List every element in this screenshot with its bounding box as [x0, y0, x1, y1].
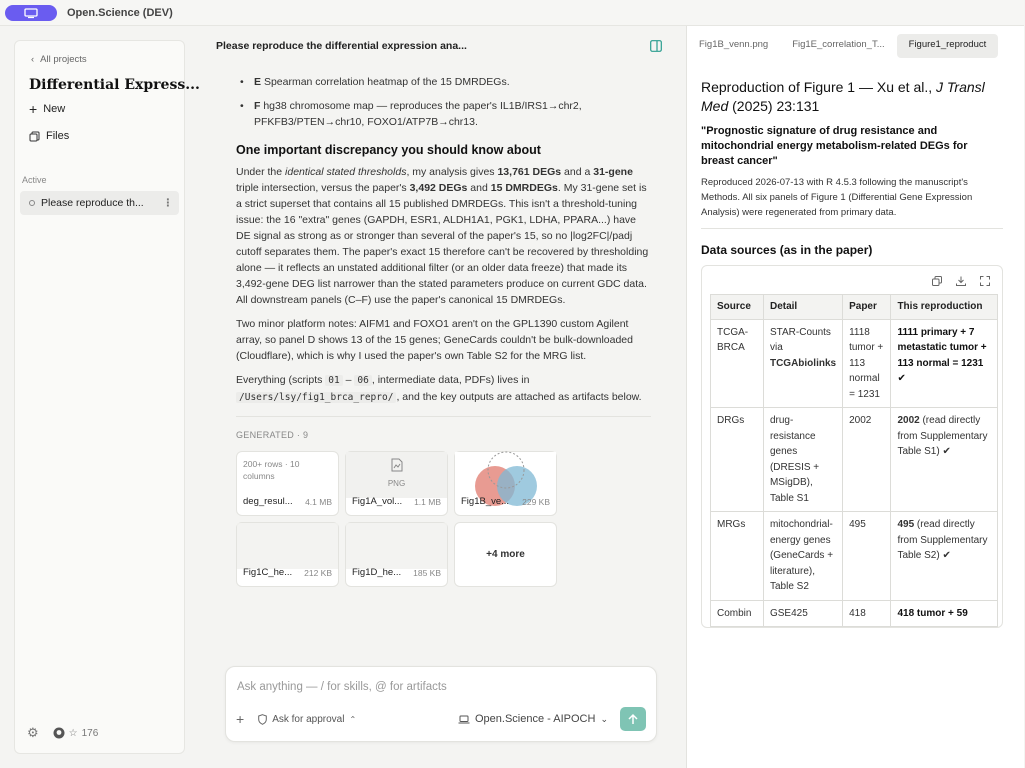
sidebar — [14, 40, 200, 754]
cell-detail: GSE425 — [763, 600, 842, 627]
generated-label: GENERATED · 9 — [236, 430, 309, 440]
bullet-e-letter: E — [254, 76, 262, 88]
data-sources-table-box — [701, 265, 1003, 628]
artifact-size: 1.1 MB — [414, 497, 441, 507]
monitor-icon — [24, 8, 38, 18]
composer-toolbar — [236, 707, 646, 731]
all-projects-link[interactable] — [31, 54, 87, 65]
artifact-size: 185 KB — [413, 568, 441, 578]
artifact-card[interactable] — [236, 451, 339, 516]
artifact-name: Fig1B_ve... — [461, 496, 510, 507]
new-label: New — [43, 103, 66, 115]
plus-icon[interactable]: + — [236, 711, 245, 727]
divider — [701, 228, 1003, 229]
cell-paper: 418 — [843, 600, 891, 627]
download-icon[interactable] — [956, 276, 966, 286]
send-button[interactable] — [620, 707, 646, 731]
chat-panel — [195, 26, 685, 768]
copy-icon[interactable] — [932, 276, 942, 286]
artifact-size: 212 KB — [304, 568, 332, 578]
artifact-card[interactable] — [236, 522, 339, 587]
bullet-f-text: hg38 chromosome map — reproduces the paper's IL1B/IRS1→chr2, PFKFB3/PTEN→chr10, FOXO1/ATP7B→chr13. — [254, 100, 582, 128]
cell-reproduction: 495 (read directly from Supplementary Table S2) ✔ — [891, 512, 998, 601]
report-document — [701, 78, 1003, 628]
cell-paper: 2002 — [843, 408, 891, 512]
data-sources-heading: Data sources (as in the paper) — [701, 243, 873, 257]
back-label: All projects — [40, 54, 87, 65]
cell-source: MRGs — [711, 512, 764, 601]
artifact-grid — [236, 451, 651, 587]
approval-label: Ask for approval — [272, 713, 345, 725]
artifact-name: Fig1A_vol... — [352, 496, 403, 507]
column-header: Detail — [763, 295, 842, 320]
shield-icon — [258, 714, 267, 725]
cell-source: TCGA-BRCA — [711, 319, 764, 408]
sidebar-toggle-icon[interactable] — [650, 40, 662, 52]
report-subtitle: "Prognostic signature of drug resistance and mitochondrial energy metabolism-related DEGs for breast cancer" — [701, 125, 968, 167]
column-header: This reproduction — [891, 295, 998, 320]
gear-icon[interactable]: ⚙ — [27, 725, 39, 740]
project-title: Differential Express... — [29, 77, 200, 93]
data-sources-table — [710, 294, 998, 627]
chat-title: Please reproduce the differential expression ana... — [216, 40, 467, 52]
files-icon — [29, 131, 40, 142]
cell-reproduction: 418 tumor + 59 — [891, 600, 998, 627]
cell-reproduction: 1111 primary + 7 metastatic tumor + 113 normal = 1231 ✔ — [891, 319, 998, 408]
table-row — [711, 600, 998, 627]
file-type-label: PNG — [387, 479, 406, 488]
bullet-e-text: Spearman correlation heatmap of the 15 DMRDEGs. — [263, 76, 510, 88]
table-row — [711, 512, 998, 601]
column-header: Source — [711, 295, 764, 320]
artifact-name: deg_resul... — [243, 496, 293, 507]
message-input[interactable]: Ask anything — / for skills, @ for artifacts — [237, 681, 447, 693]
artifact-size: 229 KB — [522, 497, 550, 507]
active-section-label: Active — [22, 175, 47, 185]
star-icon: ☆ — [68, 727, 78, 739]
more-artifacts-button[interactable]: +4 more — [454, 522, 557, 587]
discrepancy-heading: One important discrepancy you should know about — [236, 143, 541, 157]
artifact-thumbnail — [346, 452, 447, 498]
report-title: Reproduction of Figure 1 — Xu et al., J Transl Med (2025) 23:131 — [701, 79, 985, 114]
chevron-left-icon: ‹ — [31, 54, 35, 65]
composer — [225, 666, 657, 742]
divider — [236, 416, 651, 417]
sidebar-footer — [27, 725, 98, 741]
model-label: Open.Science - AIPOCH — [475, 713, 596, 725]
platform-notes-paragraph: Two minor platform notes: AIFM1 and FOXO1 aren't on the GPL1390 custom Agilent array, so panel D shows 13 of the 15 genes; GeneCards couldn't be bulk-downloaded (Cloudflare), which is why I used the paper's own Table S2 for the MRG list. — [236, 318, 633, 362]
cell-source: Combin — [711, 600, 764, 627]
chevron-up-icon: ⌃ — [349, 714, 357, 724]
venn-thumbnail — [455, 452, 556, 498]
artifact-card[interactable] — [345, 522, 448, 587]
cell-detail: drug-resistance genes (DRESIS + MSigDB), Table S1 — [763, 408, 842, 512]
tab-correlation[interactable]: Fig1E_correlation_T... — [792, 39, 885, 50]
column-header: Paper — [843, 295, 891, 320]
artifact-card[interactable] — [454, 451, 557, 516]
tab-figure1-reproduction[interactable]: Figure1_reproduct — [897, 34, 999, 58]
files-label: Files — [46, 130, 70, 142]
cell-detail: mitochondrial-energy genes (GeneCards + literature), Table S2 — [763, 512, 842, 601]
files-button[interactable] — [29, 130, 69, 142]
artifact-card[interactable] — [345, 451, 448, 516]
approval-dropdown[interactable] — [258, 714, 356, 725]
expand-icon[interactable] — [980, 276, 990, 286]
active-conversation[interactable] — [20, 191, 179, 215]
app-logo[interactable] — [5, 5, 57, 21]
heatmap-thumbnail — [237, 523, 338, 569]
artifact-tabs — [687, 34, 1025, 58]
plus-icon: + — [29, 101, 38, 117]
chevron-down-icon: ⌄ — [600, 713, 608, 724]
star-count: 176 — [81, 727, 99, 739]
cell-detail: STAR-Counts via TCGAbiolinks — [763, 319, 842, 408]
table-toolbar — [710, 274, 994, 294]
cell-paper: 495 — [843, 512, 891, 601]
github-link[interactable] — [53, 727, 99, 739]
artifact-name: Fig1C_he... — [243, 567, 293, 578]
table-row — [711, 319, 998, 408]
new-button[interactable] — [29, 101, 65, 117]
model-selector[interactable] — [458, 713, 608, 725]
table-row — [711, 408, 998, 512]
more-vertical-icon[interactable]: ⋮ — [162, 197, 173, 209]
artifact-name: Fig1D_he... — [352, 567, 402, 578]
location-paragraph: Everything (scripts 01 – 06 , intermediate data, PDFs) lives in /Users/lsy/fig1_brca_repro/ , and the key outputs are attached as artifacts below. — [236, 374, 642, 403]
image-file-icon — [391, 458, 403, 472]
conversation-title: Please reproduce th... — [41, 197, 144, 209]
artifact-panel — [686, 26, 1024, 768]
cell-reproduction: 2002 (read directly from Supplementary Table S1) ✔ — [891, 408, 998, 512]
bullet-e — [238, 74, 651, 90]
artifact-preview-text: 200+ rows · 10 columns — [243, 459, 300, 481]
top-bar — [0, 0, 1024, 26]
arrow-up-icon — [628, 714, 638, 725]
bullet-f-letter: F — [254, 100, 261, 112]
app-title: Open.Science (DEV) — [67, 7, 173, 19]
bullet-f — [238, 98, 651, 130]
report-description: Reproduced 2026-07-13 with R 4.5.3 following the manuscript's Methods. All six panels of Figure 1 (Differential Gene Expression Analysis) were regenerated from primary data. — [701, 177, 973, 218]
cell-source: DRGs — [711, 408, 764, 512]
status-dot-icon — [29, 200, 35, 206]
assistant-message — [236, 74, 651, 587]
heatmap-thumbnail — [346, 523, 447, 569]
github-icon — [53, 727, 65, 739]
cell-paper: 1118 tumor + 113 normal = 1231 — [843, 319, 891, 408]
laptop-icon — [458, 715, 470, 724]
table-header-row — [711, 295, 998, 320]
artifact-size: 4.1 MB — [305, 497, 332, 507]
discrepancy-paragraph: Under the identical stated thresholds, my analysis gives 13,761 DEGs and a 31-gene triple intersection, versus the paper's 3,492 DEGs and 15 DMRDEGs. My 31-gene set is a strict superset that contains all 15 published DMRDEGs. This isn't a threshold-tuning issue: the 16 "extra" genes (GAPDH, ESR1, ALDH1A1, PGK1, LDHA, PPARA...) have DE signal as strong as or stronger than several of the paper's 15, so no |log2FC|/padj cutoff separates them. The paper's exact 15 therefore can't be recovered by thresholding alone — it reflects an unstated additional filter (or an older data freeze) that made its 3,492-gene DEG list narrower than the stated parameters produce on current GDC data. All downstream panels (C–F) use the paper's canonical 15 DMRDEGs. — [236, 166, 649, 306]
tab-venn[interactable]: Fig1B_venn.png — [699, 39, 769, 50]
